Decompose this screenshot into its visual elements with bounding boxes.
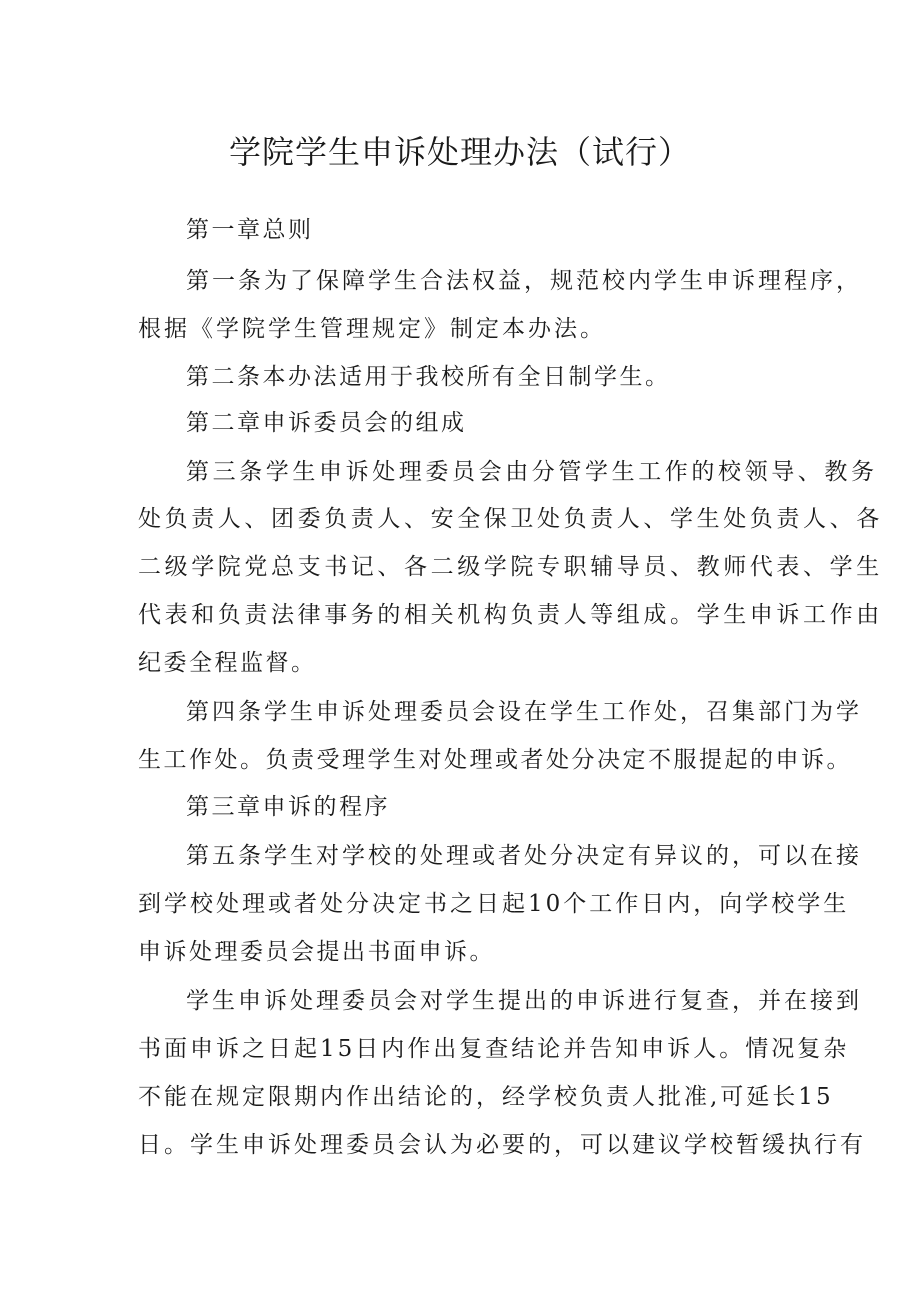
document-title: 学院学生申诉处理办法（试行）: [228, 133, 691, 171]
chapter-1-heading: 第一章总则: [186, 217, 314, 243]
paragraph-line: 不能在规定限期内作出结论的，经学校负责人批准,可延长15: [138, 1084, 834, 1110]
paragraph-line: 第四条学生申诉处理委员会设在学生工作处，召集部门为学: [186, 699, 862, 725]
paragraph-line: 根据《学院学生管理规定》制定本办法。: [138, 316, 606, 342]
paragraph-line: 申诉处理委员会提出书面申诉。: [138, 939, 495, 965]
paragraph-line: 第三条学生申诉处理委员会由分管学生工作的校领导、教务: [186, 459, 878, 485]
paragraph-line: 二级学院党总支书记、各二级学院专职辅导员、教师代表、学生: [138, 554, 883, 580]
paragraph-line: 日。学生申诉处理委员会认为必要的，可以建议学校暂缓执行有: [138, 1132, 866, 1158]
paragraph-line: 学生申诉处理委员会对学生提出的申诉进行复查，并在接到: [186, 988, 862, 1014]
paragraph-line: 处负责人、团委负责人、安全保卫处负责人、学生处负责人、各: [138, 506, 883, 532]
paragraph-line: 第一条为了保障学生合法权益，规范校内学生申诉理程序，: [186, 268, 862, 294]
paragraph-line: 第二条本办法适用于我校所有全日制学生。: [186, 364, 671, 390]
paragraph-line: 到学校处理或者处分决定书之日起10个工作日内，向学校学生: [138, 891, 850, 917]
paragraph-line: 生工作处。负责受理学生对处理或者处分决定不服提起的申诉。: [138, 747, 852, 773]
chapter-2-heading: 第二章申诉委员会的组成: [186, 410, 467, 436]
paragraph-line: 书面申诉之日起15日内作出复查结论并告知申诉人。情况复杂: [138, 1036, 850, 1062]
chapter-3-heading: 第三章申诉的程序: [186, 794, 390, 820]
paragraph-line: 第五条学生对学校的处理或者处分决定有异议的，可以在接: [186, 843, 862, 869]
paragraph-line: 纪委全程监督。: [138, 650, 317, 676]
paragraph-line: 代表和负责法律事务的相关机构负责人等组成。学生申诉工作由: [138, 602, 883, 628]
